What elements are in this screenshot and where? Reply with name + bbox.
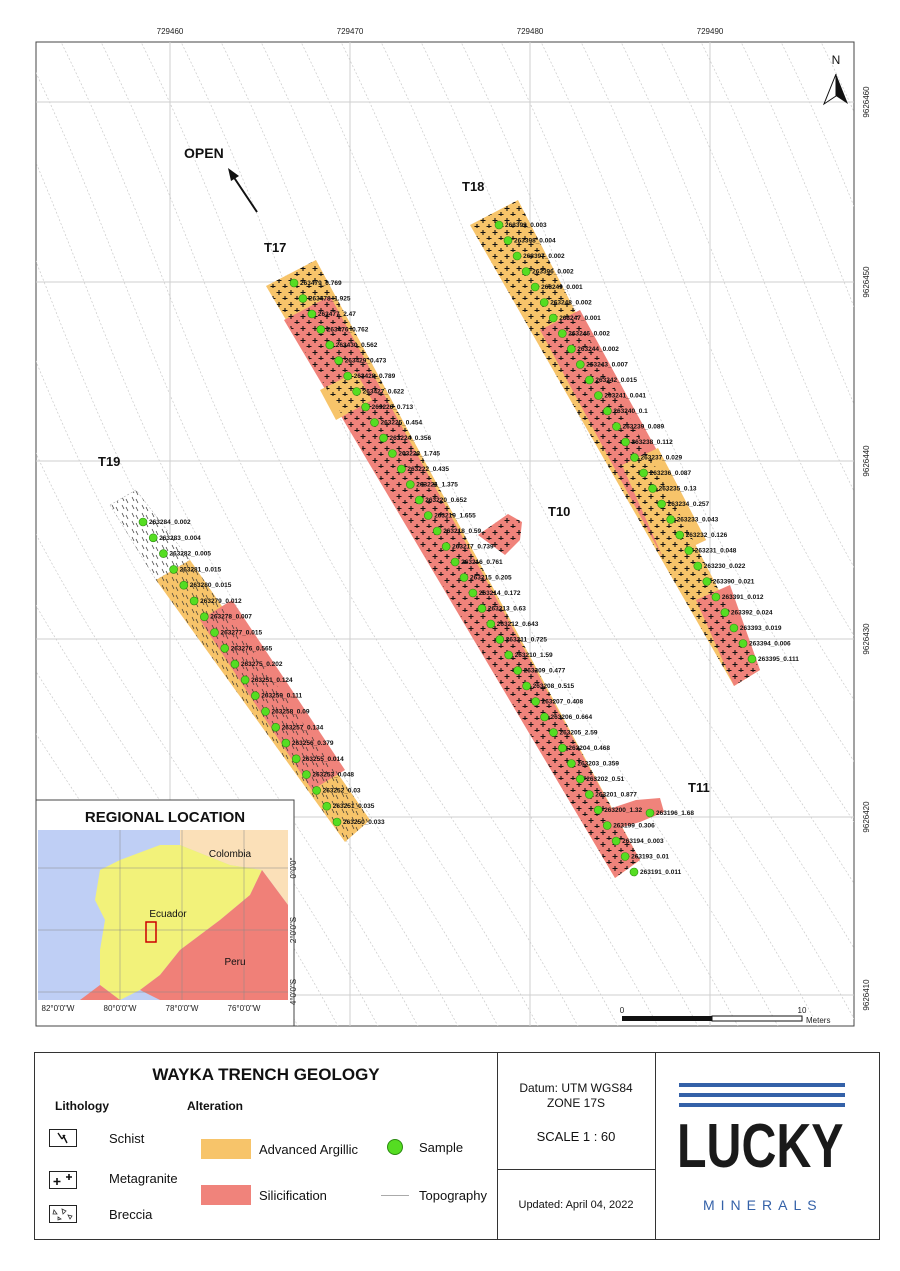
sample-point — [460, 574, 468, 582]
sample-label: 263234_0.257 — [667, 501, 710, 508]
sample-point — [180, 581, 188, 589]
sample-point — [541, 713, 549, 721]
sample-label: 263230_0.022 — [703, 563, 746, 570]
advanced-argillic-swatch — [201, 1139, 251, 1159]
sample-point — [362, 403, 370, 411]
trench-label-t11: T11 — [688, 780, 710, 795]
sample-point — [344, 372, 352, 380]
inset-lat-label: 4°0'0"S — [289, 978, 298, 1006]
sample-label: Sample — [419, 1140, 464, 1155]
sample-point — [658, 500, 666, 508]
inset-lat-label: 2°0'0"S — [289, 916, 298, 944]
sample-label: 263202_0.51 — [586, 776, 625, 783]
sample-point — [730, 624, 738, 632]
sample-point — [532, 698, 540, 706]
sample-point — [308, 310, 316, 318]
sample-label: 263232_0.126 — [685, 532, 728, 539]
sample-point — [613, 423, 621, 431]
sample-label: 263246_0.002 — [568, 330, 610, 338]
sample-point — [504, 237, 512, 245]
inset-lon-label: 76°0'0"W — [227, 1004, 261, 1013]
sample-label: 263242_0.015 — [595, 377, 637, 384]
sample-label: 263219_1.655 — [434, 512, 476, 520]
sample-point — [585, 376, 593, 384]
sample-point — [495, 221, 503, 229]
sample-point — [313, 786, 321, 794]
sample-point — [496, 636, 504, 644]
sample-point — [622, 438, 630, 446]
sample-point — [433, 527, 441, 535]
sample-label: 263205_2.59 — [559, 729, 598, 737]
sample-point — [326, 341, 334, 349]
sample-label: 263212_0.643 — [496, 621, 539, 628]
sample-label: 263427_0.622 — [362, 388, 405, 396]
sample-point — [676, 531, 684, 539]
map-info — [497, 1053, 656, 1239]
sample-point — [415, 496, 423, 504]
inset-title: REGIONAL LOCATION — [84, 809, 246, 826]
sample-point — [317, 326, 325, 334]
sample-label: 263244_0.002 — [577, 346, 619, 353]
inset-lon-label: 82°0'0"W — [41, 1004, 75, 1013]
sample-label: 263397_0.002 — [523, 253, 565, 260]
sample-point — [221, 644, 229, 652]
sample-point — [540, 299, 548, 307]
sample-point — [333, 818, 341, 826]
sample-label: 263226_0.713 — [371, 404, 414, 411]
sample-point — [612, 837, 620, 845]
sample-label: 263208_0.515 — [532, 683, 575, 690]
sample-point — [576, 361, 584, 369]
sample-label: 263207_0.408 — [541, 698, 584, 706]
sample-label: 263258_0.09 — [271, 708, 310, 716]
sample-point — [139, 518, 147, 526]
sample-point — [241, 676, 249, 684]
scale-bar-ten: 10 — [797, 1006, 807, 1015]
grid-y-label: 9626450 — [862, 266, 871, 298]
sample-label: 263204_0.468 — [568, 745, 610, 752]
sample-point — [594, 392, 602, 400]
sample-point — [353, 388, 361, 396]
inset-country-colombia: Colombia — [208, 849, 252, 860]
sample-symbol-icon — [387, 1139, 403, 1155]
sample-point — [549, 314, 557, 322]
sample-label: 263235_0.13 — [658, 485, 697, 493]
sample-point — [739, 640, 747, 648]
logo-sub-text: MINERALS — [703, 1197, 823, 1213]
open-label: OPEN — [184, 145, 224, 161]
sample-point — [646, 809, 654, 817]
scale-bar-zero: 0 — [619, 1006, 625, 1015]
sample-label: 263215_0.205 — [470, 574, 512, 582]
sample-label: 263199_0.306 — [613, 822, 655, 830]
logo-stripe — [679, 1083, 845, 1087]
sample-point — [190, 597, 198, 605]
sample-label: 263280_0.015 — [189, 582, 232, 590]
sample-label: 263282_0.005 — [169, 550, 211, 558]
lithology-schist: Schist — [109, 1131, 145, 1146]
sample-label: 263206_0.664 — [550, 714, 593, 721]
sample-label: 263237_0.029 — [640, 454, 683, 462]
sample-label: 263284_0.002 — [149, 519, 191, 526]
sample-point — [335, 357, 343, 365]
regional-location-inset — [36, 800, 298, 1026]
sample-label: 263233_0.043 — [676, 516, 719, 524]
sample-point — [406, 481, 414, 489]
sample-label: 263248_0.002 — [550, 299, 592, 307]
schist-symbol-icon — [49, 1129, 77, 1147]
grid-x-label: 729470 — [336, 27, 364, 36]
alteration-header: Alteration — [187, 1099, 244, 1113]
sample-point — [712, 593, 720, 601]
sample-point — [513, 252, 521, 260]
sample-point — [299, 295, 307, 303]
sample-label: 263394_0.006 — [749, 640, 791, 648]
sample-label: 263429_0.473 — [344, 357, 387, 365]
grid-y-label: 9626460 — [862, 86, 871, 118]
sample-point — [703, 578, 711, 586]
sample-label: 263217_0.739 — [452, 543, 494, 551]
sample-point — [603, 407, 611, 415]
sample-label: 263211_0.725 — [505, 636, 548, 644]
sample-label: 263276_0.565 — [230, 645, 273, 653]
sample-point — [585, 791, 593, 799]
sample-point — [640, 469, 648, 477]
sample-point — [282, 739, 290, 747]
sample-point — [262, 708, 270, 716]
sample-label: 263241_0.041 — [604, 392, 646, 400]
sample-label: 263191_0.011 — [640, 869, 682, 876]
sample-label: 263395_0.111 — [758, 656, 799, 663]
sample-label: 263225_0.454 — [380, 419, 423, 427]
sample-point — [594, 806, 602, 814]
sample-point — [388, 450, 396, 458]
sample-point — [603, 822, 611, 830]
sample-label: 263393_0.019 — [739, 625, 782, 632]
sample-point — [630, 868, 638, 876]
grid-y-label: 9626410 — [862, 979, 871, 1011]
sample-label: 263216_0.761 — [461, 559, 503, 566]
sample-label: 263477_2.47 — [317, 311, 356, 318]
topography-label: Topography — [419, 1188, 487, 1203]
sample-point — [514, 667, 522, 675]
sample-label: 263251_0.124 — [251, 676, 293, 684]
legend-title: WAYKA TRENCH GEOLOGY — [152, 1065, 380, 1084]
sample-point — [469, 589, 477, 597]
sample-label: 263281_0.015 — [179, 566, 222, 574]
sample-label: 263399_0.003 — [505, 222, 547, 229]
sample-label: 263255_0.014 — [302, 755, 344, 763]
sample-label: 263283_0.004 — [159, 534, 201, 542]
map-scale: SCALE 1 : 60 — [536, 1129, 616, 1144]
sample-label: 263209_0.477 — [523, 667, 566, 675]
sample-point — [621, 853, 629, 861]
inset-lon-label: 80°0'0"W — [103, 1004, 137, 1013]
sample-label: 263275_0.202 — [240, 661, 283, 669]
datum-line1: Datum: UTM WGS84 — [519, 1081, 633, 1095]
updated-date: Updated: April 04, 2022 — [518, 1199, 634, 1211]
sample-point — [231, 660, 239, 668]
sample-point — [424, 512, 432, 520]
sample-point — [631, 454, 639, 462]
sample-label: 263390_0.021 — [712, 578, 755, 586]
trench-label-t17: T17 — [264, 240, 287, 255]
sample-point — [567, 345, 575, 353]
sample-label: 263396_0.002 — [532, 268, 574, 276]
lithology-breccia: Breccia — [109, 1207, 153, 1222]
alteration-silicification: Silicification — [259, 1188, 327, 1203]
sample-label: 263231_0.048 — [694, 547, 737, 555]
logo-stripe — [679, 1093, 845, 1097]
sample-label: 263213_0.63 — [487, 605, 526, 613]
inset-country-peru: Peru — [224, 957, 246, 968]
sample-point — [505, 651, 513, 659]
sample-point — [487, 620, 495, 628]
north-label: N — [831, 53, 841, 67]
sample-label: 263251_0.035 — [332, 803, 375, 811]
inset-country-ecuador: Ecuador — [149, 909, 187, 920]
sample-label: 263194_0.003 — [622, 838, 664, 845]
sample-point — [523, 682, 531, 690]
grid-x-label: 729480 — [516, 27, 544, 36]
sample-label: 263478_1.925 — [308, 295, 351, 303]
sample-label: 263200_1.32 — [604, 807, 643, 814]
sample-label: 263250_0.033 — [343, 819, 385, 826]
sample-label: 263391_0.012 — [721, 594, 764, 601]
sample-point — [576, 775, 584, 783]
sample-point — [170, 565, 178, 573]
sample-point — [290, 279, 298, 287]
inset-lon-label: 78°0'0"W — [165, 1004, 199, 1013]
legend-keys — [35, 1053, 498, 1239]
sample-point — [531, 283, 539, 291]
datum-line2: ZONE 17S — [546, 1096, 606, 1110]
alteration-advanced-argillic: Advanced Argillic — [259, 1142, 358, 1157]
sample-point — [478, 605, 486, 613]
grid-y-label: 9626430 — [862, 623, 871, 655]
sample-label: 263220_0.652 — [425, 497, 467, 504]
sample-label: 263196_1.68 — [656, 810, 694, 817]
lithology-header: Lithology — [55, 1099, 109, 1113]
sample-label: 263201_0.877 — [595, 791, 637, 799]
sample-label: 263214_0.172 — [478, 590, 521, 597]
sample-point — [397, 465, 405, 473]
sample-point — [292, 755, 300, 763]
sample-label: 263430_0.562 — [335, 342, 378, 349]
breccia-symbol-icon — [49, 1205, 77, 1223]
sample-label: 263238_0.112 — [631, 439, 673, 446]
sample-point — [748, 655, 756, 663]
sample-point — [159, 550, 167, 558]
sample-point — [200, 613, 208, 621]
sample-label: 263252_0.03 — [322, 787, 361, 795]
metagranite-symbol-icon — [49, 1171, 77, 1189]
grid-y-label: 9626420 — [862, 801, 871, 833]
sample-label: 263218_0.59 — [443, 528, 482, 535]
sample-point — [302, 771, 310, 779]
grid-x-label: 729460 — [156, 27, 184, 36]
sample-point — [371, 419, 379, 427]
sample-label: 263277_0.015 — [220, 629, 263, 637]
scale-bar-unit: Meters — [806, 1016, 831, 1025]
sample-point — [558, 330, 566, 338]
sample-label: 263210_1.59 — [514, 652, 553, 659]
sample-label: 263253_0.048 — [312, 771, 354, 779]
sample-point — [211, 629, 219, 637]
sample-point — [442, 543, 450, 551]
lithology-metagranite: Metagranite — [109, 1171, 178, 1186]
trench-label-t19: T19 — [98, 454, 121, 469]
sample-point — [667, 516, 675, 524]
grid-x-label: 729490 — [696, 27, 724, 36]
sample-point — [323, 802, 331, 810]
sample-label: 263243_0.007 — [586, 361, 628, 369]
sample-label: 263221_1.375 — [416, 481, 458, 489]
trench-label-t10: T10 — [548, 504, 571, 519]
sample-label: 263223_1.745 — [398, 450, 440, 458]
sample-label: 263476_0.762 — [326, 326, 369, 334]
sample-point — [550, 729, 558, 737]
sample-point — [558, 744, 566, 752]
sample-label: 263249_0.001 — [541, 284, 583, 291]
sample-point — [721, 609, 729, 617]
sample-point — [272, 723, 280, 731]
sample-label: 263193_0.01 — [631, 853, 670, 861]
sample-label: 263256_0.379 — [291, 740, 334, 748]
sample-label: 263479_0.769 — [300, 280, 342, 287]
sample-label: 263428_0.789 — [353, 373, 396, 380]
sample-label: 263257_0.134 — [281, 724, 324, 732]
sample-point — [451, 558, 459, 566]
sample-label: 263259_0.111 — [261, 692, 303, 700]
topography-line-icon — [381, 1195, 409, 1196]
logo-main-text: LUCKY — [677, 1112, 844, 1181]
sample-label: 263240_0.1 — [613, 408, 648, 415]
grid-y-label: 9626440 — [862, 445, 871, 477]
sample-point — [380, 434, 388, 442]
sample-label: 263392_0.024 — [730, 609, 773, 617]
sample-label: 263236_0.087 — [649, 470, 692, 477]
sample-label: 263398_0.004 — [514, 237, 556, 245]
sample-label: 263278_0.007 — [210, 613, 252, 621]
company-logo — [655, 1053, 879, 1239]
sample-point — [149, 534, 157, 542]
sample-label: 263224_0.356 — [389, 435, 432, 442]
legend-panel — [34, 1052, 880, 1240]
inset-lat-label: 0°0'0" — [289, 857, 298, 879]
sample-point — [567, 760, 575, 768]
silicification-swatch — [201, 1185, 251, 1205]
sample-point — [522, 268, 530, 276]
sample-point — [649, 485, 657, 493]
logo-stripe — [679, 1103, 845, 1107]
sample-point — [694, 562, 702, 570]
trench-label-t18: T18 — [462, 179, 485, 194]
sample-label: 263247_0.001 — [559, 315, 601, 322]
sample-label: 263203_0.359 — [577, 760, 619, 768]
sample-label: 263279_0.012 — [200, 597, 242, 605]
sample-label: 263222_0.435 — [407, 466, 449, 473]
sample-point — [251, 692, 259, 700]
sample-label: 263239_0.089 — [622, 423, 665, 431]
sample-point — [685, 547, 693, 555]
